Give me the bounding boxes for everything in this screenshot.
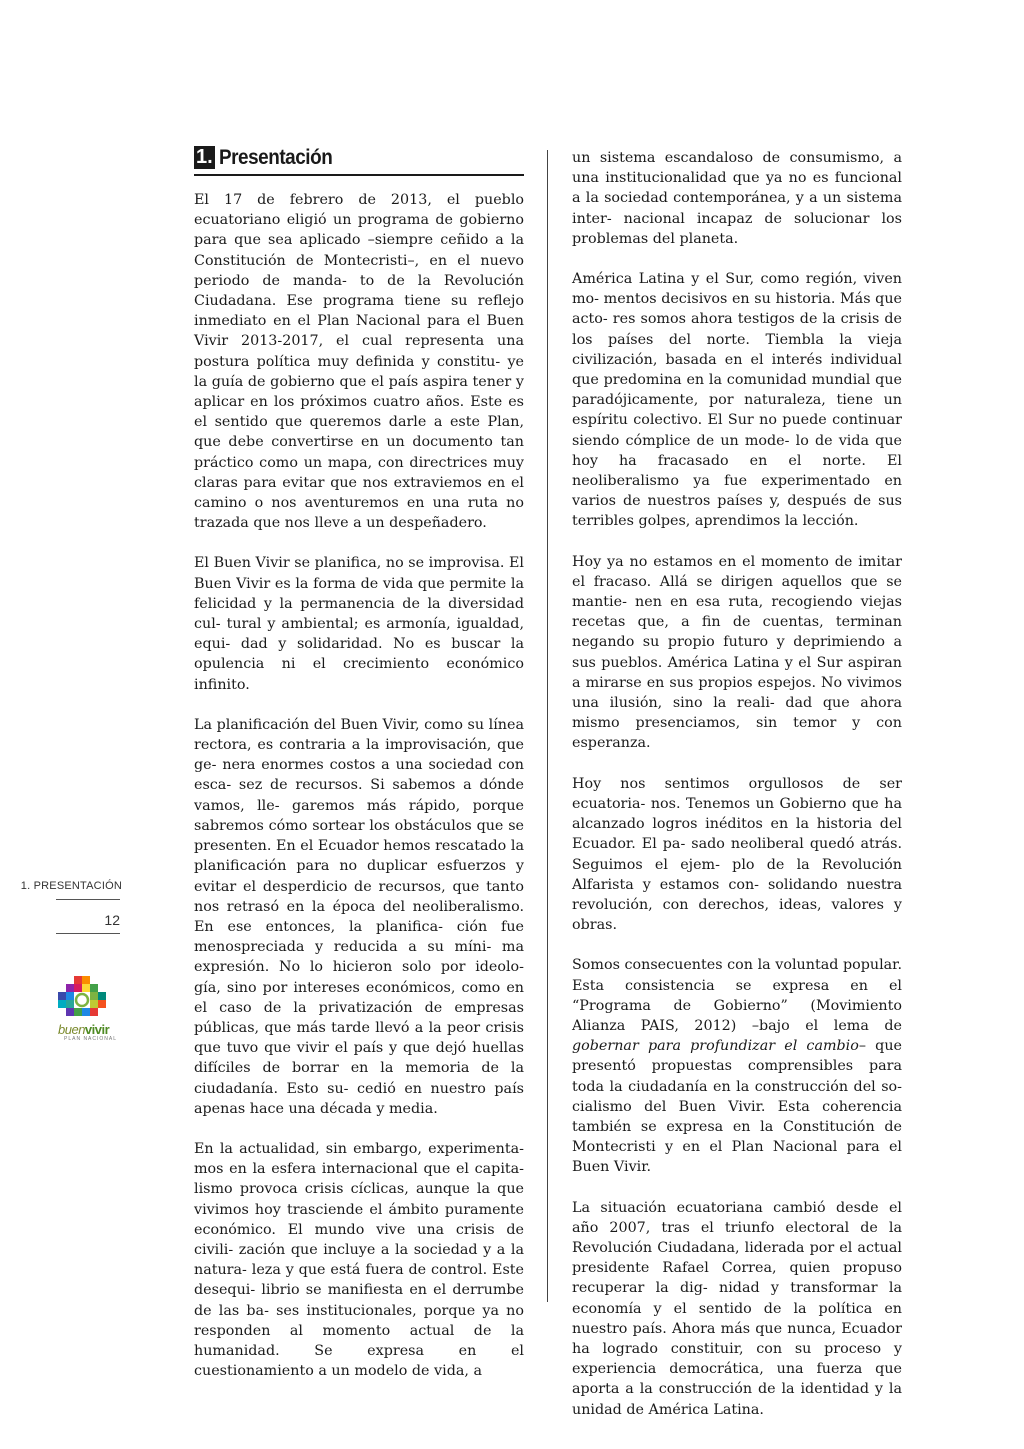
logo-wordmark: buenvivir — [58, 1022, 110, 1037]
paragraph: América Latina y el Sur, como región, viven mo- mentos decisivos en su historia. Más que acto- res somos ahora testigos de la crisis de los países del norte. Tiembla la vieja civilización, basada en el interés individual que predomina en la comunidad mundial que paradójicamente, por naturaleza, tiene un espíritu colectivo. El Sur no puede continuar siendo cómplice de un mode- lo de vida que hoy ha fracasado en el norte. El neoliberalismo ya fue experimentado en varios de nuestros países y, después de sus terribles golpes, aprendimos la lección. — [572, 271, 902, 530]
paragraph-text: Somos consecuentes con la voluntad popular. Esta consistencia se expresa en el “Programa de Gobierno” (Movimiento Alianza PAIS, 2012) –bajo el lema de — [572, 957, 902, 1034]
logo-subtitle: PLAN NACIONAL — [64, 1036, 118, 1042]
page-title: Presentación — [218, 146, 332, 169]
sidebar-divider — [56, 933, 120, 934]
section-label: 1. PRESENTACIÓN — [20, 880, 122, 892]
paragraph-text: – que presentó propuestas comprensibles para toda la ciudadanía en la construcción del so- cialismo del Buen Vivir. Esta coherencia también se expresa en la Constitución de Montecristi y en el Plan Nacional para el Buen Vivir. — [572, 1038, 902, 1176]
paragraph: El 17 de febrero de 2013, el pueblo ecuatoriano eligió un programa de gobierno para que sea aplicado –siempre ceñido a la Constitución de Montecristi–, en el nuevo periodo de manda- to de la Revolución Ciudadana. Ese programa tiene su reflejo inmediato en el Plan Nacional para el Buen Vivir 2013-2017, el cual representa una postura política muy definida y constitu- ye la guía de gobierno que el país aspira tener y aplicar en los próximos cuatro años. Este es el sentido que queremos darle a este Plan, que debe convertirse en un documento tan práctico como un mapa, con directrices muy claras para evitar que nos extraviemos en el camino o nos aventuremos en una ruta no trazada que nos lleve a un despeñadero. — [194, 192, 524, 532]
right-column — [572, 148, 902, 1440]
sidebar — [20, 880, 122, 934]
buen-vivir-logo — [52, 976, 128, 1046]
paragraph: La planificación del Buen Vivir, como su línea rectora, es contraria a la improvisación, que ge- nera enormes costos a una sociedad con esca- sez de recursos. Si sabemos a dónde vamos, lle- garemos más rápido, porque sabremos cómo sortear los obstáculos que se presenten. En el Ecuador hemos rescatado la planificación para no duplicar esfuerzos y evitar el desperdicio de recursos, que tanto nos retrasó en la época del neoliberalismo. En ese entonces, la planifica- ción fue menospreciada y reducida a su míni- ma expresión. No lo hicieron solo por ideolo- gía, sino por intereses económicos, como en el caso de la privatización de empresas públicas, que más tarde llevó a la peor crisis que tuvo que vivir el país y que dejó huellas difíciles de borrar en la memoria de la ciudadanía. Esto su- cedió en nuestro país apenas hace una década y media. — [194, 716, 524, 1117]
logo-mosaic-icon — [52, 976, 112, 1022]
paragraph: Hoy nos sentimos orgullosos de ser ecuatoria- nos. Tenemos un Gobierno que ha alcanzado logros inéditos en la historia del Ecuador. El pa- sado neoliberal quedó atrás. Seguimos el ejem- plo de la Revolución Alfarista y estamos con- solidando nuestra revolución, con derechos, ideas, valores y obras. — [572, 775, 902, 934]
sidebar-divider — [56, 899, 120, 900]
left-column — [194, 146, 524, 1401]
heading-rule — [194, 174, 524, 176]
paragraph — [572, 955, 902, 1177]
italic-motto: gobernar para profundizar el cambio — [572, 1038, 859, 1055]
heading-number: 1. — [196, 146, 213, 168]
page-number: 12 — [104, 912, 120, 928]
column-divider — [547, 150, 548, 1302]
section-heading — [194, 146, 524, 169]
paragraph: La situación ecuatoriana cambió desde el año 2007, tras el triunfo electoral de la Revolución Ciudadana, liderada por el actual presidente Rafael Correa, quien propuso recuperar la dig- nidad y transformar la economía y el sentido de la política en nuestro país. Ahora más que nunca, Ecuador ha logrado constituir, con su proceso y experiencia democrática, una fuerza que aporta a la construcción de la identidad y la unidad de América Latina. — [572, 1199, 902, 1418]
paragraph: El Buen Vivir se planifica, no se improvisa. El Buen Vivir es la forma de vida que permite la felicidad y la permanencia de la diversidad cul- tural y ambiental; es armonía, igualdad, equi- dad y solidaridad. No es buscar la opulencia ni el crecimiento económico infinito. — [194, 555, 524, 693]
paragraph: un sistema escandaloso de consumismo, a una institucionalidad que ya no es funcional a la sociedad contemporánea, y a un sistema inter- nacional incapaz de solucionar los problemas del planeta. — [572, 150, 902, 247]
paragraph: En la actualidad, sin embargo, experimenta- mos en la esfera internacional que el capita- lismo provoca crisis cíclicas, aunque la que vivimos hoy trasciende el ámbito puramente económico. El mundo vive una crisis de civili- zación que incluye a la sociedad y a la natura- leza y que está fuera de control. Este desequi- librio se manifiesta en el derrumbe de las ba- ses institucionales, porque ya no responden al momento actual de la humanidad. Se expresa en el cuestionamiento a un modelo de vida, a — [194, 1140, 524, 1380]
paragraph: Hoy ya no estamos en el momento de imitar el fracaso. Allá se dirigen aquellos que se mantie- nen en esa ruta, recogiendo viejas recetas que, a fin de cuentas, terminan negando su propio futuro y deprimiendo a sus pueblos. América Latina y el Sur aspiran a mirarse en sus propios espejos. No vivimos una ilusión, sino la reali- dad que ahora mismo presenciamos, sin temor y con esperanza. — [572, 553, 902, 752]
